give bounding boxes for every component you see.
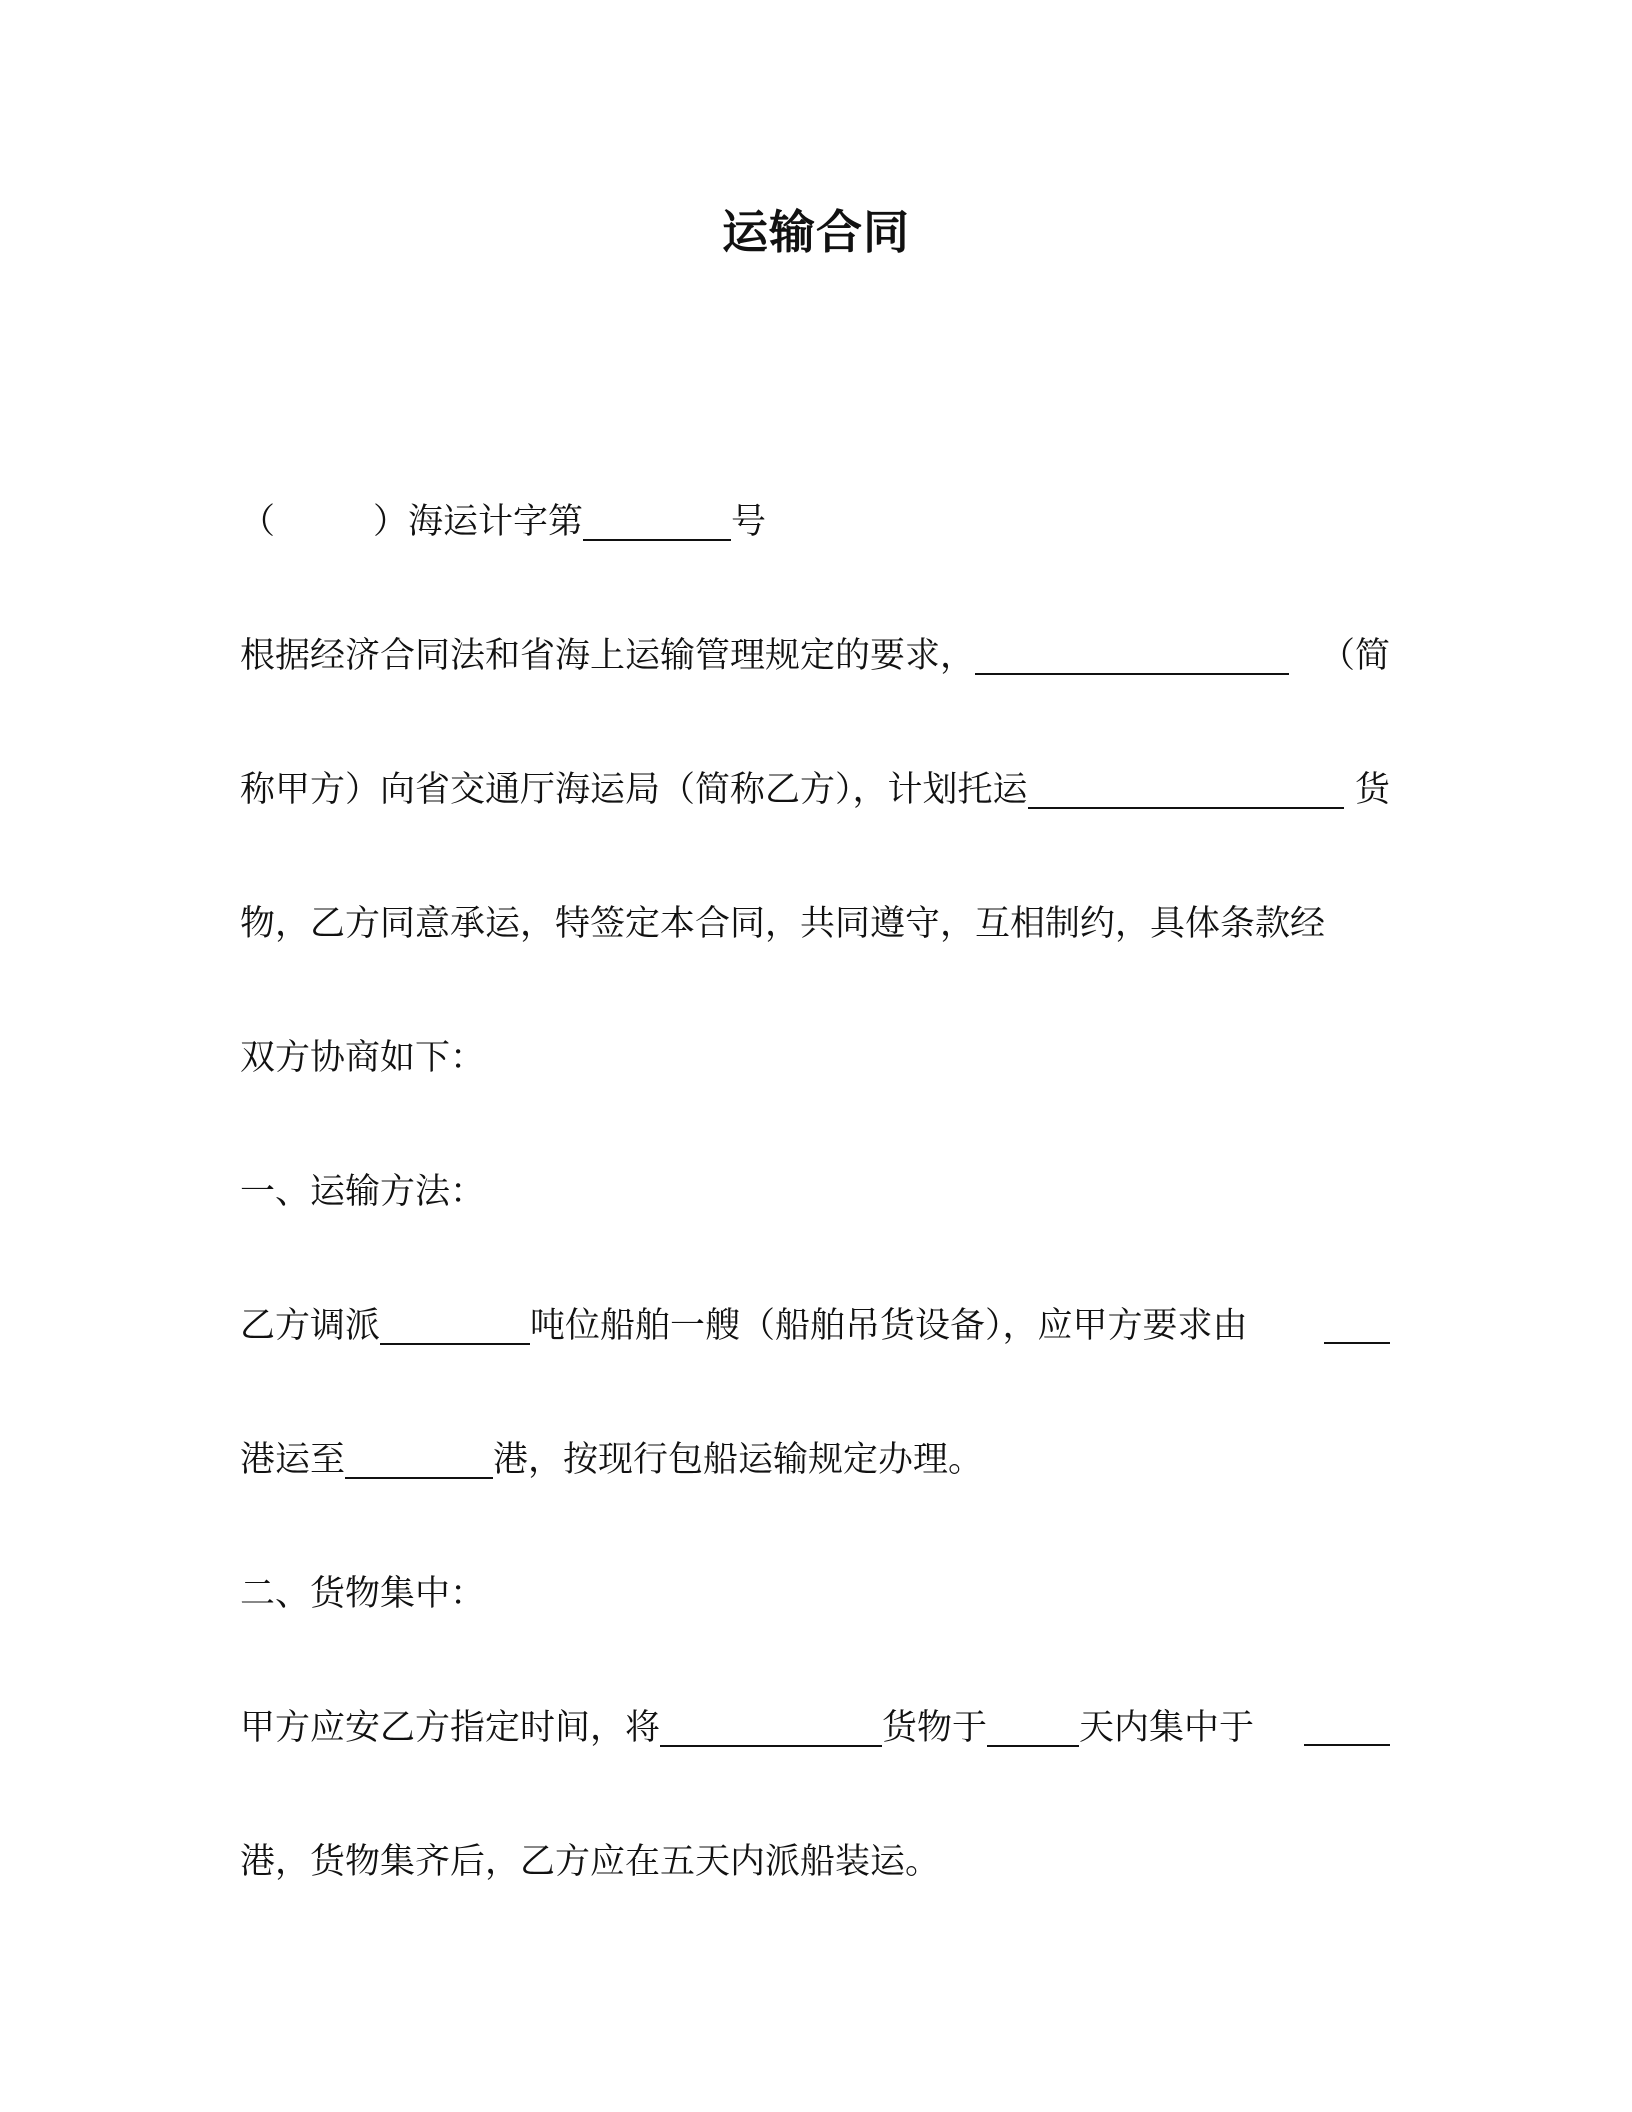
ref-number-blank [583, 495, 731, 541]
section-1-line-2-b: 港，按现行包船运输规定办理。 [493, 1440, 984, 1480]
section-1-line-1 [240, 1298, 1390, 1354]
collection-port-blank [1304, 1700, 1390, 1746]
intro-line-2-end: 货 [1354, 770, 1390, 810]
section-2-line-1-c: 天内集中于 [1079, 1708, 1255, 1748]
reference-number-line [240, 494, 1390, 550]
intro-line-4: 双方协商如下： [240, 1038, 486, 1078]
days-blank [987, 1701, 1079, 1747]
intro-line-1 [240, 628, 1390, 684]
document-title: 运输合同 [722, 205, 910, 259]
ref-close-paren: ） [373, 502, 409, 542]
destination-port-blank [345, 1433, 493, 1479]
ref-middle-text: 海运计字第 [408, 502, 584, 542]
ref-open-paren: （ [240, 502, 276, 542]
section-1-line-2-a: 港运至 [240, 1440, 346, 1480]
intro-line-2-text: 称甲方）向省交通厅海运局（简称乙方），计划托运 [240, 770, 1028, 810]
section-1-heading: 一、运输方法： [240, 1172, 486, 1212]
cargo-name-blank [1028, 763, 1344, 809]
section-2-line-1-a: 甲方应安乙方指定时间，将 [240, 1708, 661, 1748]
intro-line-3: 物，乙方同意承运，特签定本合同，共同遵守，互相制约，具体条款经 [240, 904, 1326, 944]
section-2-heading: 二、货物集中： [240, 1574, 486, 1614]
section-2-line-1 [240, 1700, 1390, 1756]
section-2-line-1-b: 货物于 [882, 1708, 988, 1748]
section-2-line-2: 港，货物集齐后，乙方应在五天内派船装运。 [240, 1842, 941, 1882]
party-a-name-blank [975, 629, 1289, 675]
section-1-line-1-a: 乙方调派 [240, 1306, 381, 1346]
section-1-line-2 [240, 1432, 1390, 1488]
intro-line-1-text: 根据经济合同法和省海上运输管理规定的要求， [240, 636, 976, 676]
section-1-line-1-b: 吨位船舶一艘（船舶吊货设备），应甲方要求由 [530, 1306, 1248, 1346]
origin-port-blank [1324, 1298, 1390, 1344]
goods-blank [660, 1701, 882, 1747]
tonnage-blank [380, 1299, 530, 1345]
ref-tail-text: 号 [731, 502, 767, 542]
intro-line-1-end: （简 [1319, 636, 1390, 676]
intro-line-2 [240, 762, 1390, 818]
